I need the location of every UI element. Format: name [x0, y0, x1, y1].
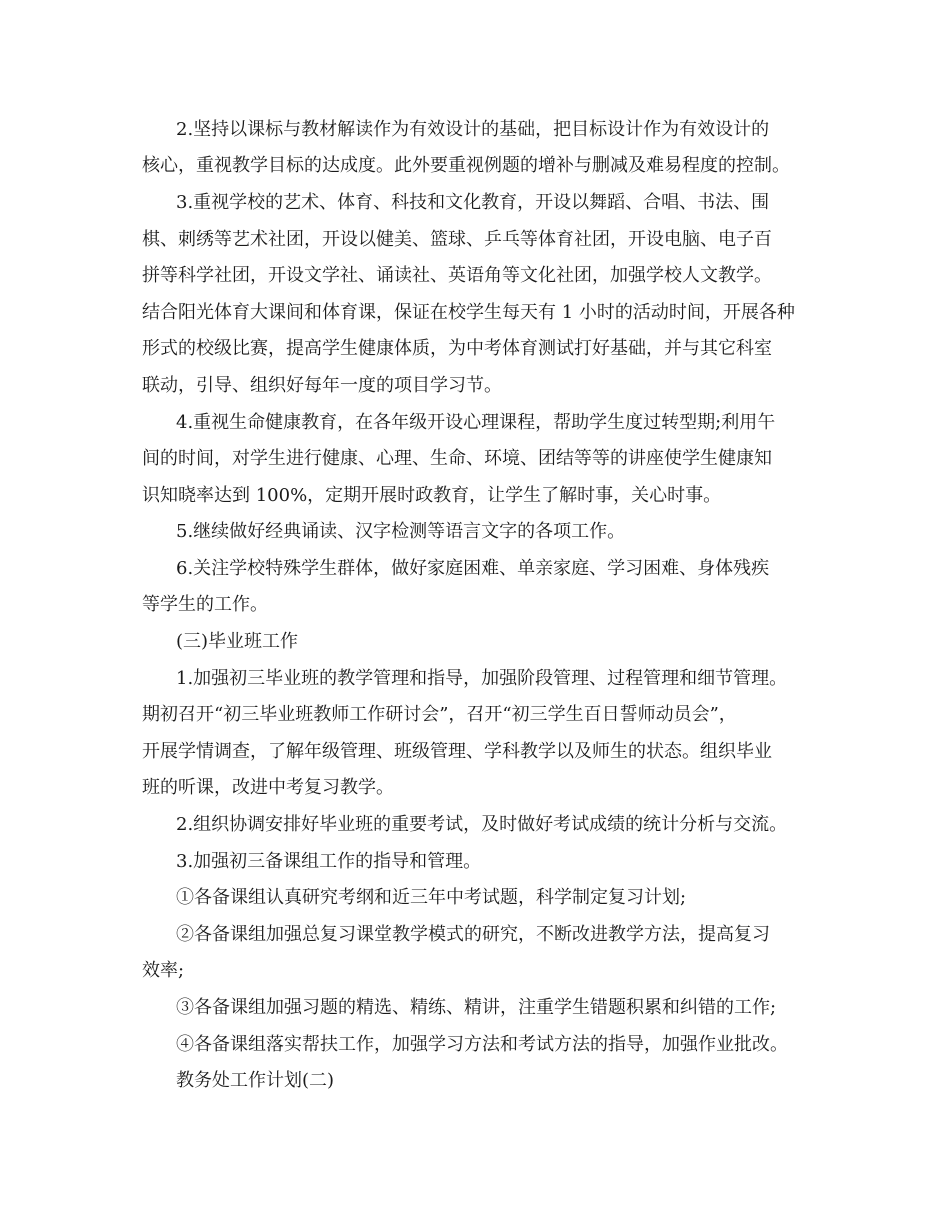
text-line: ④各备课组落实帮扶工作，加强学习方法和考试方法的指导，加强作业批改。	[176, 1034, 788, 1055]
text-line: 班的听课，改进中考复习教学。	[142, 777, 394, 798]
text-line: 6.关注学校特殊学生群体，做好家庭困难、单亲家庭、学习困难、身体残疾	[176, 558, 770, 579]
text-line: 形式的校级比赛，提高学生健康体质，为中考体育测试打好基础，并与其它科室	[142, 338, 772, 359]
text-line: 结合阳光体育大课间和体育课，保证在校学生每天有 1 小时的活动时间，开展各种	[142, 302, 795, 323]
text-line: 拼等科学社团，开设文学社、诵读社、英语角等文化社团，加强学校人文教学。	[142, 265, 772, 286]
text-line: 1.加强初三毕业班的教学管理和指导，加强阶段管理、过程管理和细节管理。	[176, 668, 788, 689]
text-line: 间的时间，对学生进行健康、心理、生命、环境、团结等等的讲座使学生健康知	[142, 448, 772, 469]
text-line: 2.坚持以课标与教材解读作为有效设计的基础，把目标设计作为有效设计的	[176, 119, 770, 140]
text-line: 期初召开“初三毕业班教师工作研讨会”，召开“初三学生百日誓师动员会”，	[142, 704, 737, 725]
text-line: 棋、刺绣等艺术社团，开设以健美、篮球、乒乓等体育社团，开设电脑、电子百	[142, 229, 772, 250]
text-line: 效率;	[142, 960, 185, 981]
text-line: 3.加强初三备课组工作的指导和管理。	[176, 851, 482, 872]
section-heading: 教务处工作计划(二)	[176, 1070, 335, 1091]
text-line: 识知晓率达到 100%，定期开展时政教育，让学生了解时事，关心时事。	[142, 485, 722, 506]
text-line: ②各备课组加强总复习课堂教学模式的研究，不断改进教学方法，提高复习	[176, 924, 770, 945]
text-line: 开展学情调查，了解年级管理、班级管理、学科教学以及师生的状态。组织毕业	[142, 741, 772, 762]
text-line: ③各备课组加强习题的精选、精练、精讲，注重学生错题积累和纠错的工作;	[176, 997, 777, 1018]
text-line: 2.组织协调安排好毕业班的重要考试，及时做好考试成绩的统计分析与交流。	[176, 814, 788, 835]
text-line: 4.重视生命健康教育，在各年级开设心理课程，帮助学生度过转型期;利用午	[176, 412, 776, 433]
text-line: 5.继续做好经典诵读、汉字检测等语言文字的各项工作。	[176, 521, 626, 542]
text-line: ①各备课组认真研究考纲和近三年中考试题，科学制定复习计划;	[176, 887, 687, 908]
section-heading: (三)毕业班工作	[176, 631, 299, 652]
text-line: 核心，重视教学目标的达成度。此外要重视例题的增补与删减及难易程度的控制。	[142, 155, 790, 176]
text-line: 3.重视学校的艺术、体育、科技和文化教育，开设以舞蹈、合唱、书法、围	[176, 192, 770, 213]
text-line: 等学生的工作。	[142, 594, 268, 615]
text-line: 联动，引导、组织好每年一度的项目学习节。	[142, 375, 502, 396]
